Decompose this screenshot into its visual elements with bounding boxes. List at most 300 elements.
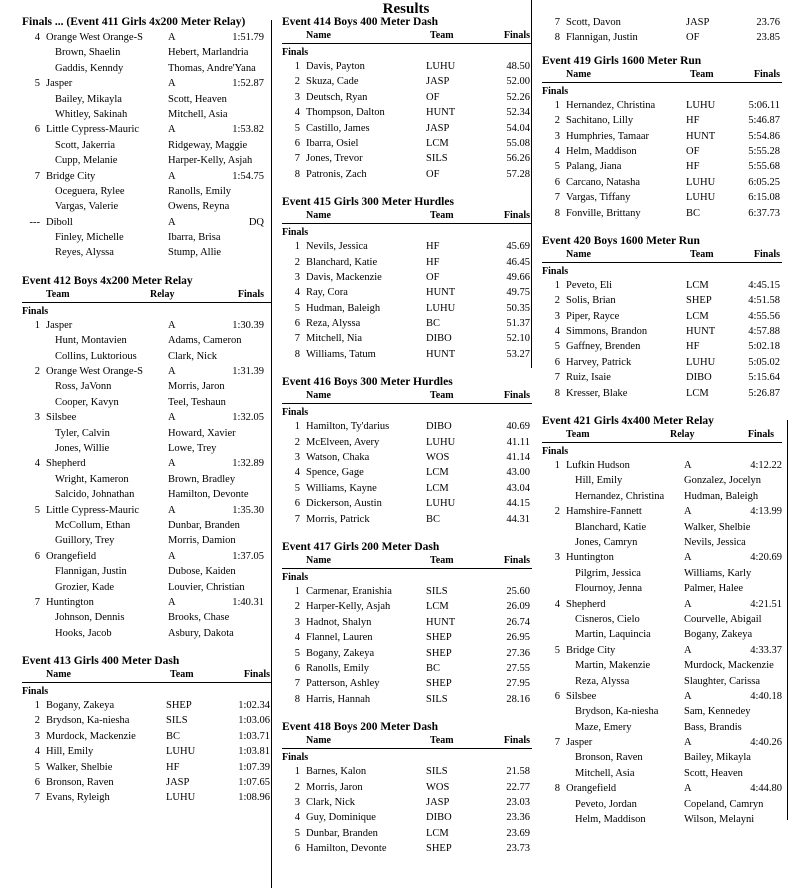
result-mark: 4:20.69: [750, 552, 782, 564]
team-code: SHEP: [426, 843, 452, 855]
athlete-name: Carmenar, Eranishia: [306, 585, 392, 597]
relay-member: Morris, Damion: [168, 535, 236, 547]
header-label: Finals: [747, 429, 774, 441]
relay-members-row: [22, 138, 272, 153]
relay-members-row: [22, 580, 272, 595]
result-row: [542, 129, 782, 144]
team-code: LUHU: [426, 61, 456, 72]
place: 4: [294, 107, 300, 119]
place: 6: [294, 318, 300, 330]
team-code: HF: [166, 761, 180, 773]
place: 3: [554, 130, 560, 142]
team-code: HUNT: [686, 130, 716, 142]
relay-member: Oceguera, Rylee: [55, 185, 125, 197]
event-block: [282, 375, 532, 527]
relay-member: Hudman, Baleigh: [684, 490, 759, 502]
team-name: Lufkin Hudson: [566, 460, 630, 472]
result-row: [282, 59, 532, 74]
place: 4: [34, 746, 40, 758]
relay-member: Martin, Laquincia: [575, 629, 651, 641]
relay-member: Flannigan, Justin: [55, 566, 127, 578]
relay-member: Bronson, Raven: [575, 752, 643, 764]
athlete-name: Harper-Kelly, Asjah: [306, 601, 391, 613]
place: 7: [294, 513, 300, 525]
athlete-name: Davis, Mackenzie: [306, 271, 382, 283]
result-mark: 1:03.06: [238, 715, 270, 727]
relay-member: Collins, Luktorious: [55, 350, 137, 362]
team-code: SHEP: [686, 295, 712, 307]
header-label: Finals: [503, 210, 530, 222]
place: 3: [34, 412, 40, 424]
athlete-name: Carcano, Natasha: [566, 176, 641, 188]
team-code: JASP: [686, 17, 710, 28]
relay-letter: A: [684, 690, 692, 702]
place: 6: [34, 124, 40, 136]
event-title: Event 421 Girls 4x400 Meter Relay: [542, 415, 714, 428]
relay-members-row: [22, 45, 272, 60]
team-code: HF: [686, 341, 700, 353]
event-block: [22, 654, 272, 806]
relay-member: Tyler, Calvin: [55, 427, 110, 439]
result-row: [282, 331, 532, 346]
result-row: [282, 810, 532, 825]
team-code: LCM: [686, 310, 709, 322]
result-row: [542, 15, 782, 30]
athlete-name: Scott, Davon: [566, 17, 621, 28]
athlete-name: Watson, Chaka: [306, 452, 370, 464]
athlete-name: Simmons, Brandon: [566, 326, 648, 338]
relay-members-row: [22, 533, 272, 548]
relay-letter: A: [684, 552, 692, 564]
relay-result-row: [542, 735, 782, 750]
place: 6: [294, 662, 300, 674]
result-mark: 1:35.30: [232, 504, 264, 516]
place: 4: [554, 145, 560, 157]
result-mark: 23.73: [506, 843, 530, 855]
relay-letter: A: [684, 737, 692, 749]
relay-member: Whitley, Sakinah: [55, 108, 128, 120]
relay-member: Mitchell, Asia: [168, 108, 228, 120]
team-name: Bridge City: [566, 644, 616, 656]
team-code: OF: [686, 32, 700, 44]
result-mark: 56.26: [506, 153, 530, 165]
result-row: [282, 270, 532, 285]
athlete-name: Fonville, Brittany: [566, 207, 641, 219]
relay-member: Courvelle, Abigail: [684, 613, 762, 625]
header-label: Name: [306, 554, 331, 566]
relay-member: Thomas, Andre'Yana: [168, 62, 256, 74]
result-mark: 1:07.39: [238, 761, 270, 773]
athlete-name: Piper, Rayce: [566, 310, 620, 322]
header-label: Team: [566, 429, 590, 441]
event-block: [542, 234, 782, 401]
round-label: Finals: [542, 265, 569, 277]
team-name: Orangefield: [566, 783, 617, 795]
team-code: JASP: [426, 796, 450, 808]
relay-member: Reyes, Alyssa: [55, 247, 114, 259]
result-mark: 4:33.37: [750, 644, 782, 656]
result-row: [22, 775, 272, 790]
relay-result-row: [542, 689, 782, 704]
team-code: LUHU: [686, 99, 716, 111]
athlete-name: Spence, Gage: [306, 467, 364, 479]
place: 5: [34, 504, 40, 516]
result-mark: 26.74: [506, 616, 530, 628]
team-code: SHEP: [426, 647, 452, 659]
relay-member: Louvier, Christian: [168, 581, 245, 593]
result-mark: 5:55.28: [748, 145, 780, 157]
place: 3: [554, 310, 560, 322]
relay-members-row: [542, 520, 782, 535]
result-mark: 44.15: [506, 498, 530, 510]
result-mark: 5:55.68: [748, 161, 780, 173]
athlete-name: Helm, Maddison: [566, 145, 637, 157]
result-mark: 48.50: [506, 61, 530, 72]
event-block: [542, 414, 782, 827]
team-code: LUHU: [166, 746, 196, 758]
result-row: [282, 795, 532, 810]
relay-result-row: [22, 122, 272, 137]
header-label: Finals: [753, 248, 780, 260]
place: 8: [294, 693, 300, 705]
relay-member: Hill, Emily: [575, 475, 623, 487]
relay-member: Scott, Heaven: [684, 767, 743, 779]
column-header: [542, 69, 782, 83]
relay-member: Peveto, Jordan: [575, 798, 637, 810]
result-row: [282, 136, 532, 151]
relay-member: Jones, Willie: [55, 442, 110, 454]
result-row: [542, 370, 782, 385]
team-code: BC: [166, 730, 181, 742]
result-mark: 1:32.05: [232, 412, 264, 424]
team-code: LUHU: [166, 792, 196, 804]
place: 4: [554, 598, 560, 610]
athlete-name: Hamilton, Devonte: [306, 843, 387, 855]
relay-member: Hooks, Jacob: [55, 627, 112, 639]
place: 1: [34, 700, 40, 712]
result-mark: 5:06.11: [748, 99, 780, 111]
event-block: [22, 274, 272, 641]
relay-member: Teel, Teshaun: [168, 396, 226, 408]
result-mark: 21.58: [506, 766, 530, 778]
relay-member: Hamilton, Devonte: [168, 489, 249, 501]
header-label: Finals: [237, 288, 264, 300]
relay-member: Slaughter, Carissa: [684, 675, 760, 687]
team-code: OF: [426, 271, 440, 283]
result-mark: 1:40.31: [232, 596, 264, 608]
team-code: SHEP: [426, 632, 452, 644]
athlete-name: Harris, Hannah: [306, 693, 371, 705]
header-label: Team: [430, 30, 454, 41]
place: 7: [34, 792, 40, 804]
column-header: [22, 669, 272, 683]
result-mark: 57.28: [506, 168, 530, 180]
relay-members-row: [542, 566, 782, 581]
relay-member: Bogany, Zakeya: [684, 629, 753, 641]
round-label: Finals: [542, 446, 569, 458]
athlete-name: Barnes, Kalon: [306, 766, 367, 778]
relay-member: Bailey, Mikayla: [684, 752, 751, 764]
athlete-name: Ruiz, Isaie: [566, 372, 611, 384]
place: 4: [294, 812, 300, 824]
relay-members-row: [542, 704, 782, 719]
header-label: Relay: [670, 429, 695, 441]
result-mark: 43.04: [506, 482, 530, 494]
place: 8: [554, 207, 560, 219]
relay-members-row: [22, 184, 272, 199]
event-title: Event 416 Boys 300 Meter Hurdles: [282, 376, 453, 389]
athlete-name: Sachitano, Lilly: [566, 115, 634, 127]
place: 4: [34, 32, 40, 43]
relay-members-row: [22, 333, 272, 348]
header-label: Finals: [243, 669, 270, 681]
relay-members-row: [542, 581, 782, 596]
result-mark: 23.03: [506, 796, 530, 808]
result-mark: 41.14: [506, 452, 530, 464]
header-label: Team: [690, 248, 714, 260]
result-row: [282, 615, 532, 630]
relay-member: Murdock, Mackenzie: [684, 660, 774, 672]
place: 1: [554, 460, 560, 472]
team-code: WOS: [426, 452, 450, 464]
place: 6: [34, 550, 40, 562]
result-mark: 27.36: [506, 647, 530, 659]
result-row: [542, 309, 782, 324]
result-mark: 1:53.82: [232, 124, 264, 136]
result-mark: 4:55.56: [748, 310, 780, 322]
athlete-name: Deutsch, Ryan: [306, 91, 368, 103]
result-mark: 45.69: [506, 241, 530, 253]
athlete-name: Castillo, James: [306, 122, 370, 134]
athlete-name: Nevils, Jessica: [306, 241, 368, 253]
team-code: LCM: [426, 137, 449, 149]
athlete-name: Palang, Jiana: [566, 161, 622, 173]
team-name: Shepherd: [566, 598, 606, 610]
result-mark: 1:32.89: [232, 458, 264, 470]
place: 3: [294, 271, 300, 283]
relay-member: Walker, Shelbie: [684, 521, 751, 533]
relay-result-row: [22, 30, 272, 45]
athlete-name: Hudman, Baleigh: [306, 302, 381, 314]
result-row: [282, 347, 532, 362]
place: 1: [294, 766, 300, 778]
athlete-name: Murdock, Mackenzie: [46, 730, 136, 742]
relay-result-row: [542, 504, 782, 519]
result-mark: 4:21.51: [750, 598, 782, 610]
result-row: [542, 144, 782, 159]
athlete-name: Hernandez, Christina: [566, 99, 656, 111]
relay-member: Flournoy, Jenna: [575, 583, 642, 595]
header-label: Finals: [503, 390, 530, 402]
result-row: [542, 159, 782, 174]
athlete-name: Patterson, Ashley: [306, 678, 380, 690]
team-code: SILS: [166, 715, 188, 727]
header-label: Name: [306, 390, 331, 402]
event-title: Event 415 Girls 300 Meter Hurdles: [282, 196, 454, 209]
result-mark: 40.69: [506, 421, 530, 433]
result-mark: 6:05.25: [748, 176, 780, 188]
result-row: [22, 729, 272, 744]
relay-result-row: [542, 597, 782, 612]
event-title: Finals ... (Event 411 Girls 4x200 Meter Relay): [22, 16, 246, 28]
header-label: Name: [566, 68, 591, 80]
header-label: Finals: [503, 30, 530, 41]
team-code: LUHU: [426, 302, 456, 314]
relay-member: Salcido, Johnathan: [55, 489, 135, 501]
team-name: Orangefield: [46, 550, 97, 562]
header-label: Relay: [150, 288, 175, 300]
result-row: [282, 692, 532, 707]
place: 2: [554, 506, 560, 518]
column-header: [282, 210, 532, 224]
place: 5: [34, 78, 40, 90]
team-code: SILS: [426, 585, 448, 597]
team-name: Jasper: [566, 737, 593, 749]
team-code: DIBO: [686, 372, 712, 384]
relay-member: Cisneros, Cielo: [575, 613, 640, 625]
result-mark: 26.95: [506, 632, 530, 644]
result-row: [22, 698, 272, 713]
result-row: [282, 780, 532, 795]
place: 2: [34, 715, 40, 727]
athlete-name: Skuza, Cade: [306, 76, 359, 88]
header-label: Finals: [503, 554, 530, 566]
result-mark: 41.11: [506, 436, 530, 448]
header-label: Team: [690, 68, 714, 80]
result-row: [282, 435, 532, 450]
relay-letter: A: [168, 412, 176, 424]
header-label: Team: [430, 554, 454, 566]
relay-letter: A: [684, 644, 692, 656]
place: 1: [554, 99, 560, 111]
team-code: JASP: [426, 76, 450, 88]
relay-letter: A: [168, 216, 176, 228]
team-code: LCM: [686, 279, 709, 291]
header-label: Name: [306, 735, 331, 747]
relay-member: Ross, JaVonn: [55, 381, 112, 393]
athlete-name: Gaffney, Brenden: [566, 341, 641, 353]
place: ---: [29, 216, 40, 228]
place: 6: [554, 356, 560, 368]
relay-letter: A: [168, 596, 176, 608]
relay-member: Gonzalez, Jocelyn: [684, 475, 761, 487]
team-code: DIBO: [426, 812, 452, 824]
relay-result-row: [542, 781, 782, 796]
event-title: Event 412 Boys 4x200 Meter Relay: [22, 274, 193, 287]
result-row: [282, 764, 532, 779]
place: 7: [34, 170, 40, 182]
relay-members-row: [22, 610, 272, 625]
relay-letter: A: [684, 506, 692, 518]
place: 5: [554, 341, 560, 353]
relay-members-row: [542, 489, 782, 504]
athlete-name: Morris, Jaron: [306, 781, 363, 793]
relay-member: Cooper, Kavyn: [55, 396, 119, 408]
place: 1: [294, 241, 300, 253]
result-row: [542, 175, 782, 190]
result-row: [282, 646, 532, 661]
athlete-name: Hill, Emily: [46, 746, 94, 758]
relay-members-row: [22, 245, 272, 260]
team-name: Little Cypress-Mauric: [46, 504, 140, 516]
place: 4: [294, 632, 300, 644]
page-title: Results: [382, 1, 430, 17]
athlete-name: Jones, Trevor: [306, 153, 363, 165]
result-row: [542, 113, 782, 128]
result-mark: 28.16: [506, 693, 530, 705]
relay-members-row: [22, 92, 272, 107]
column-header: [542, 249, 782, 263]
event-block: [282, 15, 532, 182]
relay-members-row: [22, 153, 272, 168]
team-code: BC: [426, 662, 441, 674]
round-label: Finals: [542, 85, 569, 97]
result-mark: 52.10: [506, 333, 530, 345]
relay-member: Adams, Cameron: [168, 335, 242, 347]
relay-member: Pilgrim, Jessica: [575, 567, 641, 579]
athlete-name: Hamilton, Ty'darius: [306, 421, 390, 433]
result-row: [542, 278, 782, 293]
result-mark: 5:02.18: [748, 341, 780, 353]
team-code: HF: [426, 241, 440, 253]
header-label: Name: [306, 210, 331, 222]
team-code: BC: [686, 207, 701, 219]
relay-member: Mitchell, Asia: [575, 767, 635, 779]
relay-member: Brown, Shaelin: [55, 47, 121, 59]
result-mark: 55.08: [506, 137, 530, 149]
team-code: DIBO: [426, 333, 452, 345]
results-column-1: [22, 15, 272, 819]
result-row: [282, 630, 532, 645]
place: 5: [294, 122, 300, 134]
team-code: SILS: [426, 766, 448, 778]
relay-letter: A: [684, 460, 692, 472]
team-code: HF: [686, 161, 700, 173]
place: 5: [34, 761, 40, 773]
round-label: Finals: [282, 571, 309, 583]
athlete-name: Williams, Kayne: [306, 482, 377, 494]
relay-member: Stump, Allie: [168, 247, 222, 259]
result-mark: 5:54.86: [748, 130, 780, 142]
place: 1: [294, 585, 300, 597]
header-label: Name: [306, 30, 331, 41]
relay-members-row: [22, 199, 272, 214]
team-code: SILS: [426, 153, 448, 165]
relay-result-row: [22, 215, 272, 230]
athlete-name: Patronis, Zach: [306, 168, 367, 180]
result-mark: 52.00: [506, 76, 530, 88]
place: 5: [294, 647, 300, 659]
relay-members-row: [22, 107, 272, 122]
athlete-name: Walker, Shelbie: [46, 761, 113, 773]
team-code: BC: [426, 513, 441, 525]
team-name: Huntington: [566, 552, 614, 564]
place: 2: [294, 76, 300, 88]
relay-member: Helm, Maddison: [575, 814, 646, 826]
athlete-name: Brydson, Ka-niesha: [46, 715, 130, 727]
result-mark: DQ: [248, 216, 264, 228]
result-mark: 6:15.08: [748, 192, 780, 204]
header-label: Name: [566, 248, 591, 260]
place: 8: [294, 348, 300, 360]
relay-members-row: [542, 535, 782, 550]
result-mark: 52.34: [506, 107, 530, 119]
result-row: [542, 339, 782, 354]
result-mark: 4:45.15: [748, 279, 780, 291]
header-label: Team: [170, 669, 194, 681]
result-mark: 1:03.71: [238, 730, 270, 742]
relay-members-row: [22, 379, 272, 394]
